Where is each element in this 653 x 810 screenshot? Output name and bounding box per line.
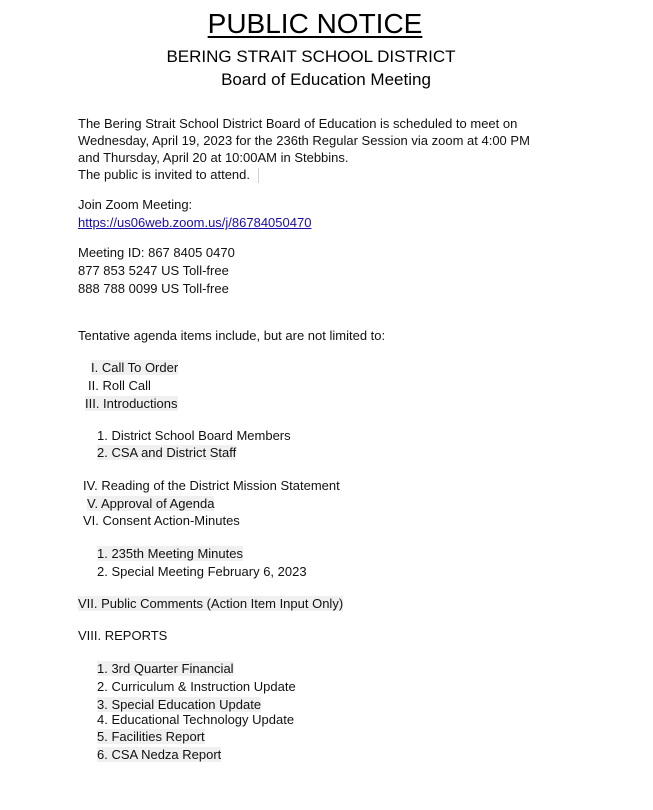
zoom-link[interactable]: https://us06web.zoom.us/j/86784050470 [78,215,312,230]
intro-line-3: and Thursday, April 20 at 10:00AM in Stebbins. [78,150,349,165]
district-name: BERING STRAIT SCHOOL DISTRICT [166,47,456,66]
agenda-item-vi: VI. Consent Action-Minutes [83,513,240,528]
agenda-subitem-iii-1: 1. District School Board Members [97,428,291,443]
agenda-item-iii-text: III. Introductions [85,396,178,411]
phone-1: 877 853 5247 US Toll-free [78,263,229,278]
agenda-item-iv: IV. Reading of the District Mission Statement [83,478,340,493]
phone-2: 888 788 0099 US Toll-free [78,281,229,296]
agenda-subitem-iii-2-text: 2. CSA and District Staff [97,445,237,460]
intro-line-2: Wednesday, April 19, 2023 for the 236th Regular Session via zoom at 4:00 PM [78,133,530,148]
agenda-subitem-viii-5 [97,728,205,745]
agenda-item-viii: VIII. REPORTS [78,628,168,643]
agenda-subitem-viii-1-text: 1. 3rd Quarter Financial [97,661,234,676]
agenda-subitem-viii-1 [97,660,234,677]
agenda-item-iii [85,395,178,412]
agenda-item-vii-text: VII. Public Comments (Action Item Input Only) [78,596,344,611]
agenda-subitem-iii-2 [97,444,236,461]
intro-line-4 [78,166,259,183]
agenda-item-i [91,359,178,376]
agenda-item-i-text: I. Call To Order [91,360,179,375]
agenda-subitem-viii-4: 4. Educational Technology Update [97,712,295,727]
agenda-subitem-vi-1 [97,545,243,562]
meeting-id: Meeting ID: 867 8405 0470 [78,245,235,260]
intro-line-1: The Bering Strait School District Board of Education is scheduled to meet on [78,116,518,131]
text-cursor [258,168,259,183]
agenda-subitem-vi-2: 2. Special Meeting February 6, 2023 [97,564,307,579]
agenda-item-v [87,495,214,512]
agenda-subitem-vi-1-text: 1. 235th Meeting Minutes [97,546,243,561]
agenda-item-vii [78,595,343,612]
agenda-subitem-viii-6 [97,746,221,763]
zoom-label: Join Zoom Meeting: [78,197,193,212]
agenda-item-v-text: V. Approval of Agenda [87,496,215,511]
agenda-subitem-viii-2: 2. Curriculum & Instruction Update [97,679,296,694]
meeting-name: Board of Education Meeting [221,70,431,89]
agenda-subitem-viii-6-text: 6. CSA Nedza Report [97,747,222,762]
agenda-item-ii: II. Roll Call [88,378,151,393]
agenda-subitem-viii-3-text: 3. Special Education Update [97,697,262,712]
agenda-subitem-viii-5-text: 5. Facilities Report [97,729,205,744]
intro-line-4-text: The public is invited to attend. [78,167,250,182]
agenda-intro: Tentative agenda items include, but are not limited to: [78,328,386,343]
page-title: PUBLIC NOTICE [207,8,423,39]
